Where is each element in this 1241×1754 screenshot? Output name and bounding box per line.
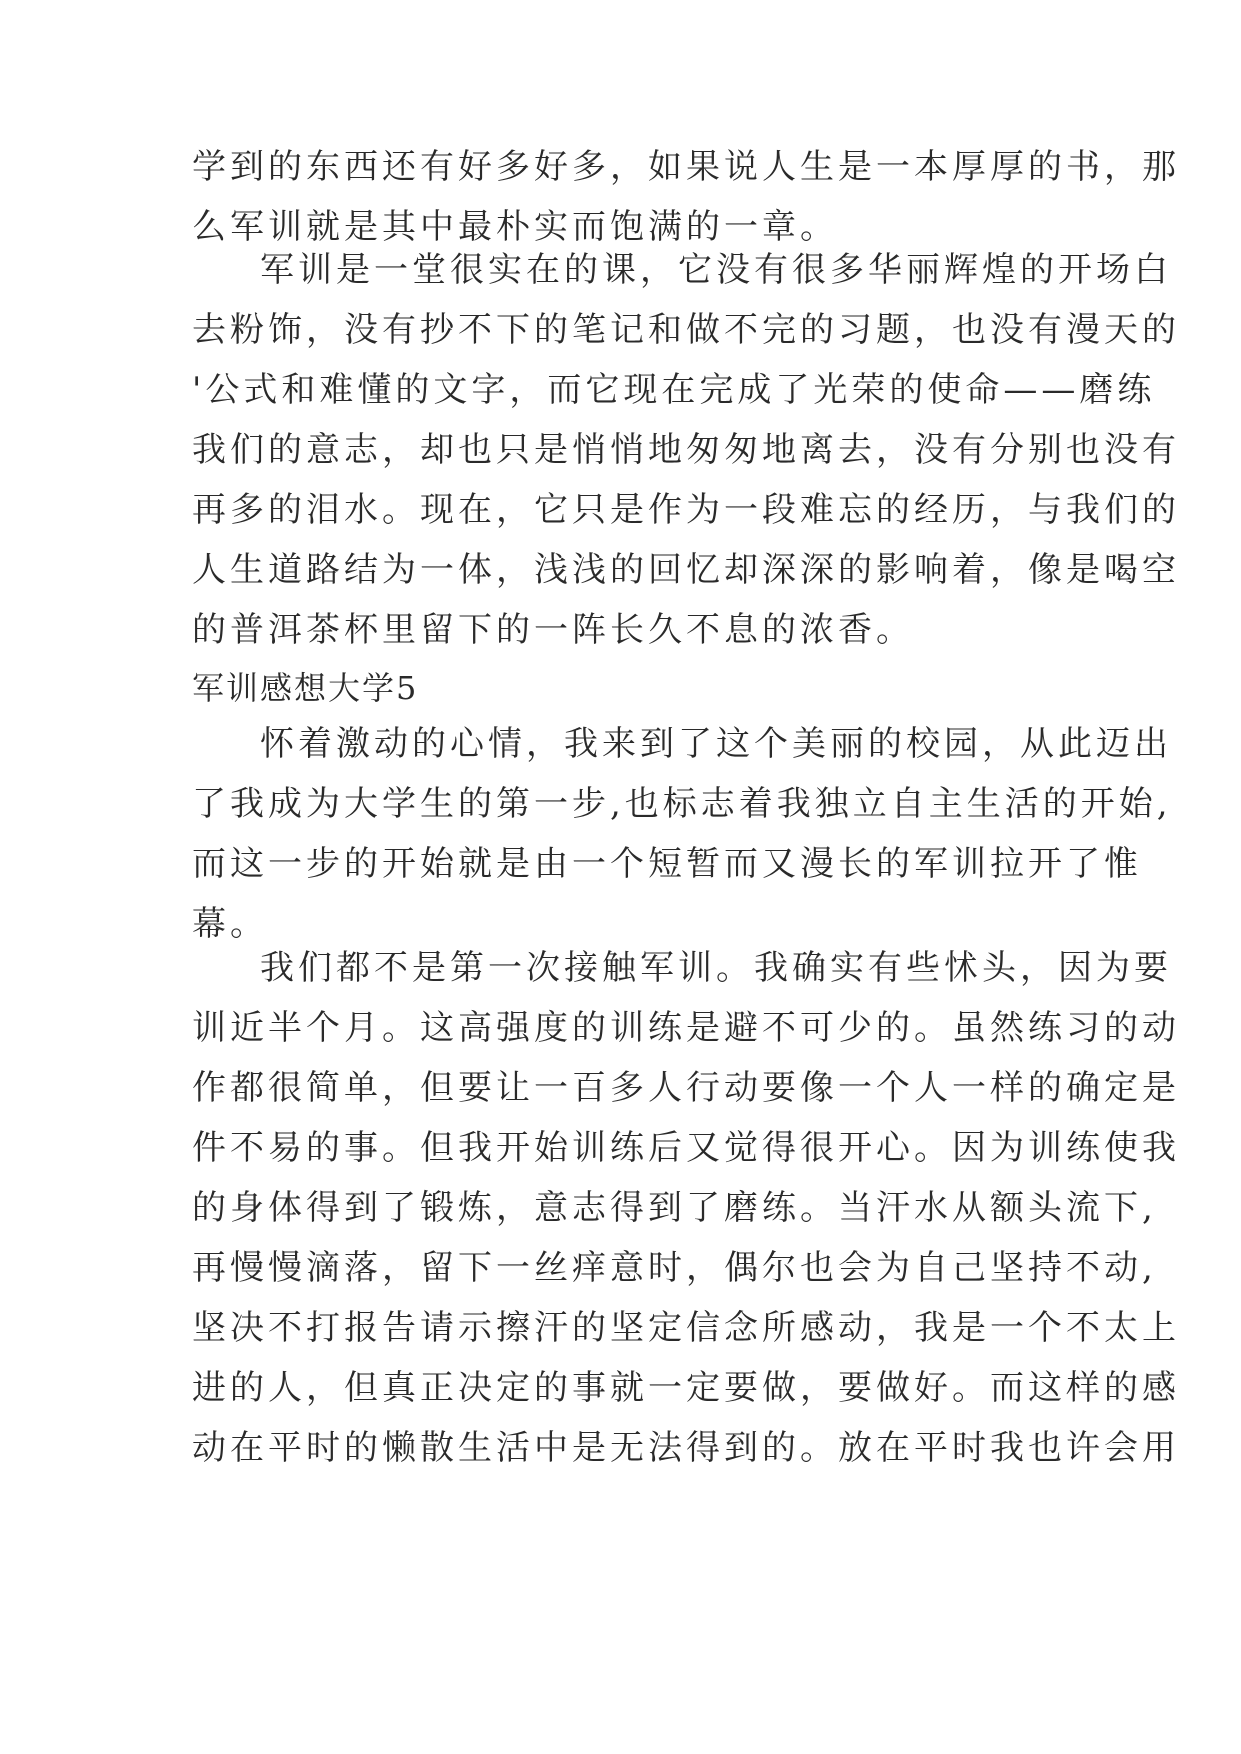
section-heading: 军训感想大学5 <box>192 669 419 707</box>
text-line: 幕。 <box>192 904 268 944</box>
paragraph-arrival <box>192 714 1172 954</box>
text-line: 的身体得到了锻炼，意志得到了磨练。当汗水从额头流下, <box>192 1188 1157 1228</box>
text-line: 作都很简单，但要让一百多人行动要像一个人一样的确定是 <box>192 1068 1180 1108</box>
text-line: '公式和难懂的文字，而它现在完成了光荣的使命——磨练 <box>192 370 1156 410</box>
text-line: 进的人，但真正决定的事就一定要做，要做好。而这样的感 <box>192 1368 1180 1408</box>
text-line: 的普洱茶杯里留下的一阵长久不息的浓香。 <box>192 610 914 650</box>
text-line: 动在平时的懒散生活中是无法得到的。放在平时我也许会用 <box>192 1428 1180 1468</box>
text-line: 怀着激动的心情，我来到了这个美丽的校园，从此迈出 <box>260 724 1172 764</box>
text-line: 人生道路结为一体，浅浅的回忆却深深的影响着，像是喝空 <box>192 550 1180 590</box>
text-line: 再多的泪水。现在，它只是作为一段难忘的经历，与我们的 <box>192 490 1180 530</box>
text-line: 训近半个月。这高强度的训练是避不可少的。虽然练习的动 <box>192 1008 1180 1048</box>
text-line: 而这一步的开始就是由一个短暂而又漫长的军训拉开了惟 <box>192 844 1142 884</box>
text-line: 么军训就是其中最朴实而饱满的一章。 <box>192 207 838 247</box>
text-line: 我们都不是第一次接触军训。我确实有些怵头，因为要 <box>260 948 1172 988</box>
text-line: 去粉饰，没有抄不下的笔记和做不完的习题，也没有漫天的 <box>192 310 1180 350</box>
text-line: 学到的东西还有好多好多，如果说人生是一本厚厚的书，那 <box>192 147 1180 187</box>
text-line: 件不易的事。但我开始训练后又觉得很开心。因为训练使我 <box>192 1128 1180 1168</box>
paragraph-military-training-lesson <box>192 240 1180 660</box>
text-line: 军训是一堂很实在的课，它没有很多华丽辉煌的开场白 <box>260 250 1172 290</box>
text-line: 坚决不打报告请示擦汗的坚定信念所感动，我是一个不太上 <box>192 1308 1180 1348</box>
paragraph-training-experience <box>192 938 1180 1478</box>
text-line: 我们的意志，却也只是悄悄地匆匆地离去，没有分别也没有 <box>192 430 1180 470</box>
paragraph-continuation <box>192 137 1180 257</box>
section-heading-block <box>192 658 1052 718</box>
text-line: 了我成为大学生的第一步,也标志着我独立自主生活的开始, <box>192 784 1172 824</box>
text-line: 再慢慢滴落，留下一丝痒意时，偶尔也会为自己坚持不动, <box>192 1248 1157 1288</box>
